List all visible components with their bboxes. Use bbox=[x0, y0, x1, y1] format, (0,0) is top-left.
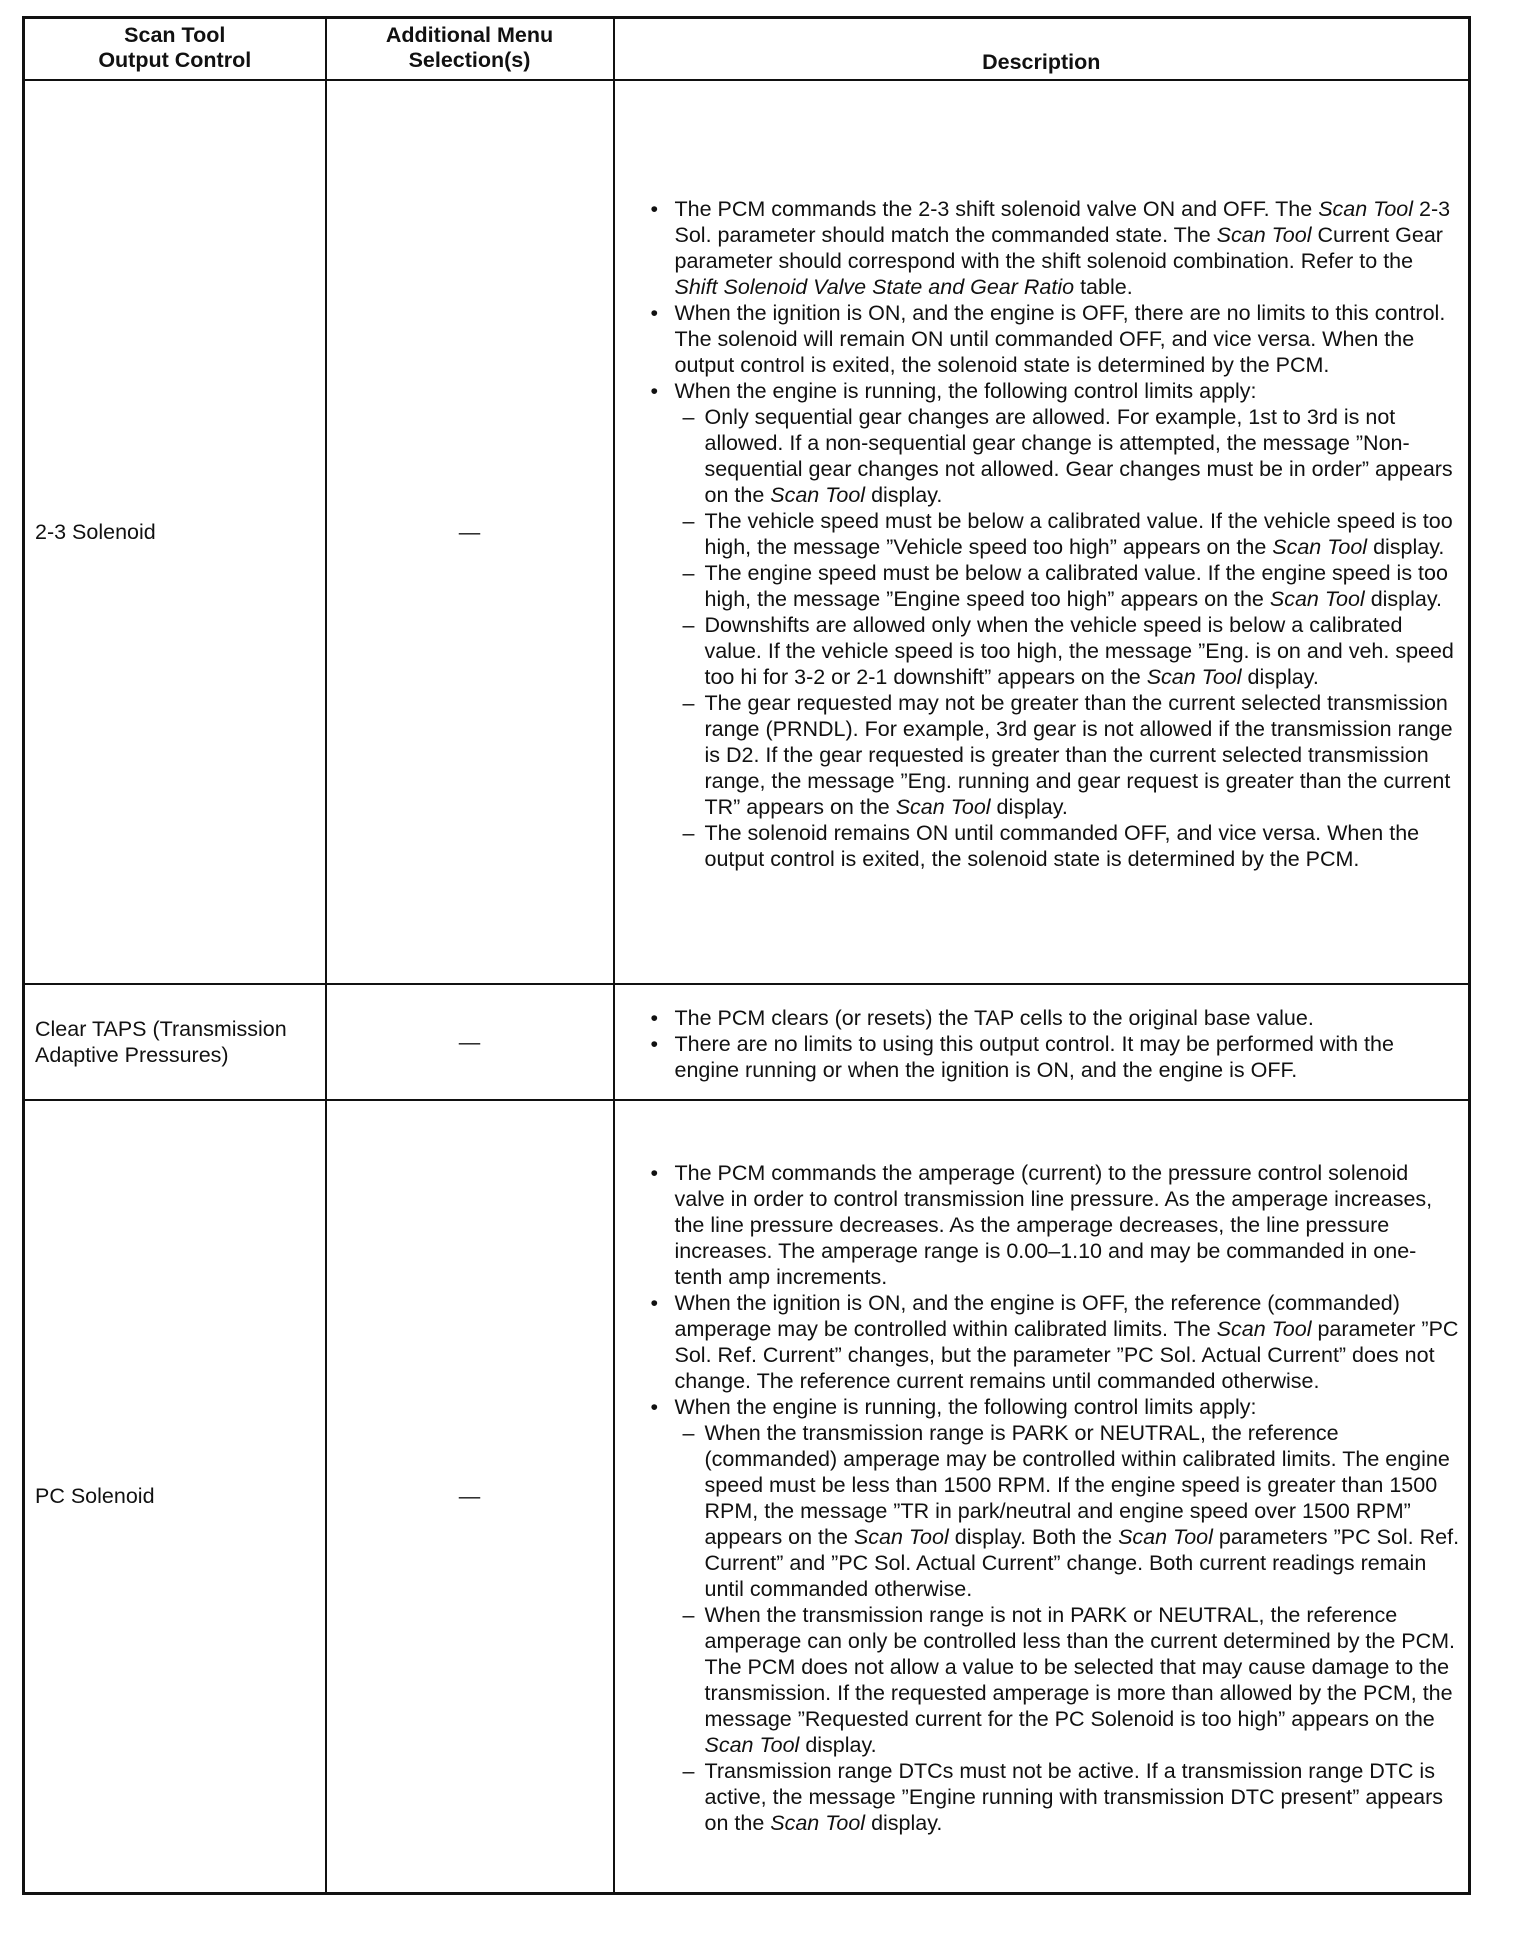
text-run: parameter ”PC Sol. Ref. Current” changes, but the parameter ”PC Sol. Actual Current” does not change. The reference current remains until commanded otherwise. bbox=[674, 1317, 1459, 1394]
table-header bbox=[24, 18, 1470, 80]
sub-list bbox=[675, 404, 1463, 872]
bullet-item bbox=[649, 1031, 1463, 1083]
header-output-control: Scan Tool Output Control bbox=[24, 18, 326, 80]
text-run: display. bbox=[1241, 664, 1319, 689]
sub-bullet-item bbox=[675, 612, 1463, 690]
control-name: Clear TAPS (Transmission Adaptive Pressures) bbox=[24, 984, 326, 1100]
sub-bullet-item bbox=[675, 820, 1463, 872]
document-page bbox=[22, 16, 1468, 1895]
text-run: The engine speed must be below a calibrated value. If the engine speed is too high, the message ”Engine speed too high” appears on the bbox=[704, 560, 1448, 611]
sub-bullet-item bbox=[675, 1602, 1463, 1758]
italic-text: Scan Tool bbox=[1269, 586, 1365, 611]
italic-text: Scan Tool bbox=[853, 1525, 949, 1550]
description-cell bbox=[614, 984, 1470, 1100]
italic-text: Scan Tool bbox=[1216, 222, 1312, 247]
text-run: When the transmission range is PARK or NEUTRAL, the reference (commanded) amperage may be controlled within calibrated limits. The engine speed must be less than 1500 RPM. If the engine speed is greater than 1500 RPM, the message ”TR in park/neutral and engine speed over 1500 RPM” appears on the bbox=[704, 1421, 1450, 1550]
description-list bbox=[649, 1160, 1463, 1836]
text-run: When the ignition is ON, and the engine is OFF, there are no limits to this control. The solenoid will remain ON until commanded OFF, and vice versa. When the output control is exited, the solenoid state is determined by the PCM. bbox=[674, 300, 1446, 377]
menu-selection-value: — bbox=[326, 1100, 614, 1894]
table-row bbox=[24, 984, 1470, 1100]
sub-bullet-item bbox=[675, 560, 1463, 612]
header-menu-selection: Additional Menu Selection(s) bbox=[326, 18, 614, 80]
table-row bbox=[24, 80, 1470, 984]
italic-text: Scan Tool bbox=[1146, 664, 1242, 689]
bullet-item bbox=[649, 300, 1463, 378]
text-run: display. bbox=[865, 482, 943, 507]
bullet-item bbox=[649, 378, 1463, 872]
text-run: display. bbox=[1364, 586, 1442, 611]
italic-text: Scan Tool bbox=[1118, 1525, 1213, 1550]
header-description: Description bbox=[614, 18, 1470, 80]
text-run: parameters ”PC Sol. Ref. Current” and ”PC Sol. Actual Current” change. Both current readings remain until commanded otherwise. bbox=[704, 1525, 1460, 1602]
description-cell bbox=[614, 1100, 1470, 1894]
text-run: 2-3 Sol. parameter should match the commanded state. The bbox=[674, 196, 1451, 247]
menu-selection-value: — bbox=[326, 984, 614, 1100]
bullet-item bbox=[649, 1005, 1463, 1031]
text-run: The gear requested may not be greater than the current selected transmission range (PRNDL). For example, 3rd gear is not allowed if the transmission range is D2. If the gear requested is greater than the current selected transmission range, the message ”Eng. running and gear request is greater than the current TR” appears on the bbox=[704, 690, 1453, 819]
sub-bullet-item bbox=[675, 508, 1463, 560]
text-run: display. bbox=[990, 794, 1068, 819]
text-run: Downshifts are allowed only when the vehicle speed is below a calibrated value. If the vehicle speed is too high, the message ”Eng. is on and veh. speed too hi for 3-2 or 2-1 downshift” appears on the bbox=[704, 612, 1454, 689]
text-run: table. bbox=[1074, 274, 1133, 299]
italic-text: Scan Tool bbox=[770, 1811, 866, 1836]
text-run: When the engine is running, the following control limits apply: bbox=[674, 378, 1257, 403]
sub-bullet-item bbox=[675, 690, 1463, 820]
italic-text: Scan Tool bbox=[895, 794, 991, 819]
text-run: There are no limits to using this output control. It may be performed with the engine running or when the ignition is ON, and the engine is OFF. bbox=[674, 1031, 1394, 1082]
bullet-item bbox=[649, 1290, 1463, 1394]
text-run: The PCM commands the 2-3 shift solenoid valve ON and OFF. The bbox=[674, 196, 1319, 221]
text-run: When the transmission range is not in PARK or NEUTRAL, the reference amperage can only be controlled less than the current determined by the PCM. The PCM does not allow a value to be selected that may cause damage to the transmission. If the requested amperage is more than allowed by the PCM, the message ”Requested current for the PC Solenoid is too high” appears on the bbox=[704, 1603, 1456, 1732]
text-run: display. bbox=[865, 1811, 943, 1836]
sub-bullet-item bbox=[675, 1758, 1463, 1836]
text-run: Transmission range DTCs must not be active. If a transmission range DTC is active, the message ”Engine running with transmission DTC present” appears on the bbox=[704, 1759, 1444, 1836]
text-run: The PCM clears (or resets) the TAP cells to the original base value. bbox=[674, 1005, 1314, 1030]
sub-bullet-item bbox=[675, 1420, 1463, 1602]
control-name: PC Solenoid bbox=[24, 1100, 326, 1894]
description-list bbox=[649, 1005, 1463, 1083]
menu-selection-value: — bbox=[326, 80, 614, 984]
text-run: The vehicle speed must be below a calibrated value. If the vehicle speed is too high, the message ”Vehicle speed too high” appears on the bbox=[704, 508, 1453, 559]
text-run: When the engine is running, the following control limits apply: bbox=[674, 1395, 1257, 1420]
italic-text: Scan Tool bbox=[1272, 534, 1368, 559]
description-list bbox=[649, 196, 1463, 872]
table-row bbox=[24, 1100, 1470, 1894]
text-run: Current Gear parameter should correspond with the shift solenoid combination. Refer to the bbox=[674, 222, 1443, 273]
sub-list bbox=[675, 1420, 1463, 1836]
text-run: Only sequential gear changes are allowed. For example, 1st to 3rd is not allowed. If a non-sequential gear change is attempted, the message ”Non-sequential gear changes not allowed. Gear changes must be in order” appears on the bbox=[704, 404, 1453, 507]
italic-text: Scan Tool bbox=[704, 1733, 800, 1758]
text-run: The PCM commands the amperage (current) to the pressure control solenoid valve in order to control transmission line pressure. As the amperage increases, the line pressure decreases. As the amperage decreases, the line pressure increases. The amperage range is 0.00–1.10 and may be commanded in one-tenth amp increments. bbox=[674, 1161, 1433, 1290]
sub-bullet-item bbox=[675, 404, 1463, 508]
description-cell bbox=[614, 80, 1470, 984]
text-run: display. Both the bbox=[948, 1525, 1119, 1550]
text-run: display. bbox=[1367, 534, 1445, 559]
italic-text: Scan Tool bbox=[1216, 1317, 1312, 1342]
text-run: The solenoid remains ON until commanded OFF, and vice versa. When the output control is exited, the solenoid state is determined by the PCM. bbox=[704, 820, 1420, 871]
control-name: 2-3 Solenoid bbox=[24, 80, 326, 984]
italic-text: Shift Solenoid Valve State and Gear Ratio bbox=[674, 274, 1075, 299]
italic-text: Scan Tool bbox=[1318, 196, 1414, 221]
bullet-item bbox=[649, 1394, 1463, 1836]
bullet-item bbox=[649, 1160, 1463, 1290]
italic-text: Scan Tool bbox=[770, 482, 866, 507]
text-run: display. bbox=[799, 1733, 877, 1758]
bullet-item bbox=[649, 196, 1463, 300]
output-control-table bbox=[22, 16, 1471, 1895]
text-run: When the ignition is ON, and the engine is OFF, the reference (commanded) amperage may be controlled within calibrated limits. The bbox=[674, 1291, 1400, 1342]
